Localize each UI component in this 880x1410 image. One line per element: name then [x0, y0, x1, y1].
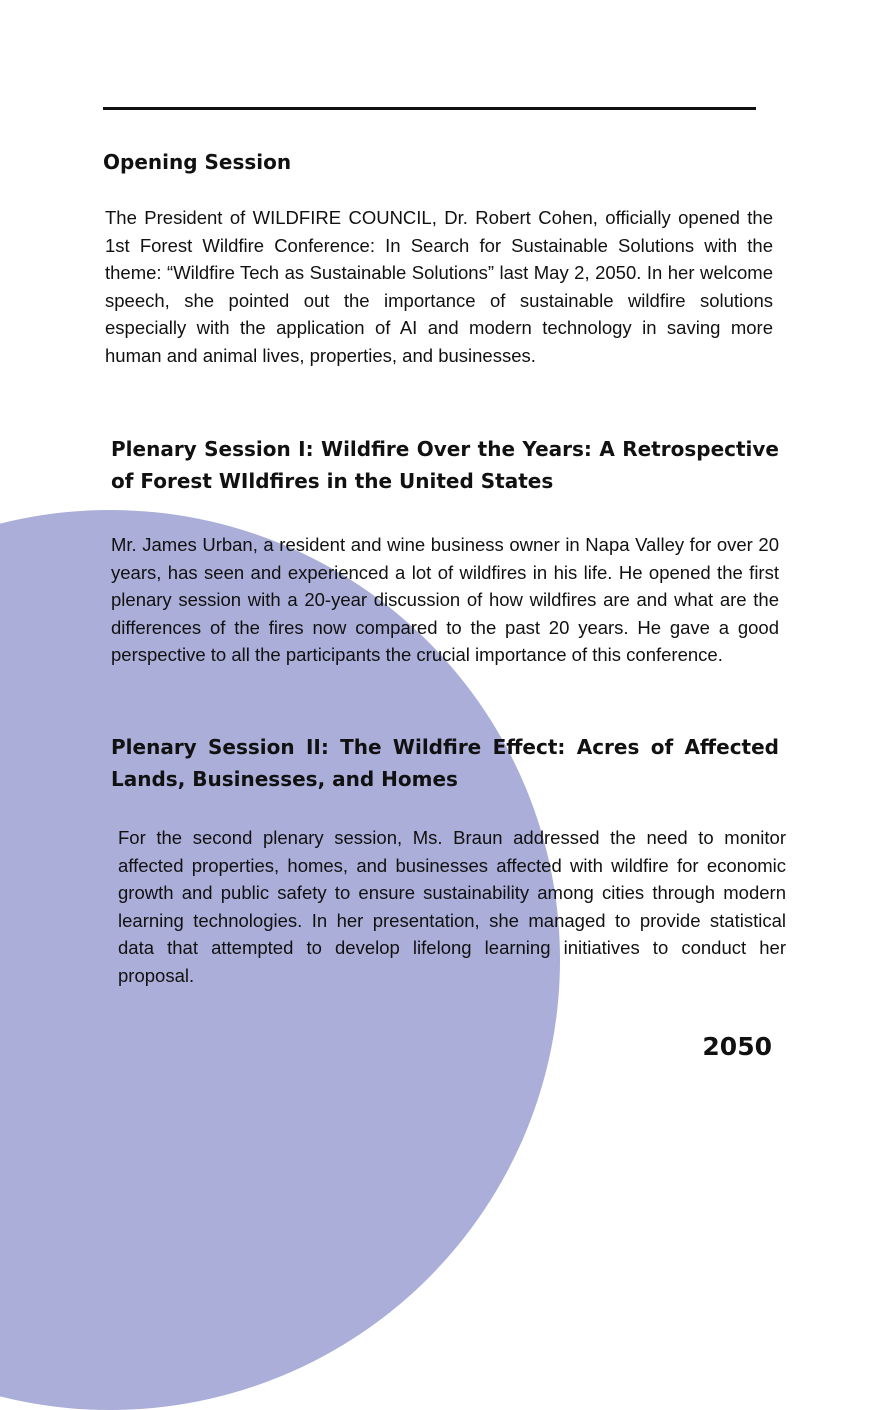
plenary-session-2-paragraph: For the second plenary session, Ms. Braun addressed the need to monitor affected properties, homes, and businesses affected with wildfire for economic growth and public safety to ensure sustainability among cities through modern learning technologies. In her presentation, she managed to provide statistical data that attempted to develop lifelong learning initiatives to conduct her proposal.	[118, 827, 786, 986]
page-year: 2050	[702, 1032, 772, 1061]
opening-session-heading: Opening Session	[103, 150, 292, 174]
plenary-session-1-paragraph: Mr. James Urban, a resident and wine business owner in Napa Valley for over 20 years, has seen and experienced a lot of wildfires in his life. He opened the first plenary session with a 20-year discussion of how wildfires are and what are the differences of the fires now compared to the past 20 years. He gave a good perspective to all the participants the crucial importance of this conference.	[111, 534, 779, 666]
opening-session-paragraph: The President of WILDFIRE COUNCIL, Dr. Robert Cohen, officially opened the 1st Forest Wildfire Conference: In Search for Sustainable Solutions with the theme: “Wildfire Tech as Sustainable Solutions” last May 2, 2050. In her welcome speech, she pointed out the importance of sustainable wildfire solutions especially with the application of AI and modern technology in saving more human and animal lives, properties, and businesses.	[105, 207, 773, 366]
plenary-session-1-heading: Plenary Session I: Wildfire Over the Years: A Retrospective of Forest WIldfires in the United States	[111, 437, 779, 493]
top-divider	[103, 107, 756, 110]
plenary-session-2-heading: Plenary Session II: The Wildfire Effect: Acres of Affected Lands, Businesses, and Homes	[111, 735, 779, 791]
